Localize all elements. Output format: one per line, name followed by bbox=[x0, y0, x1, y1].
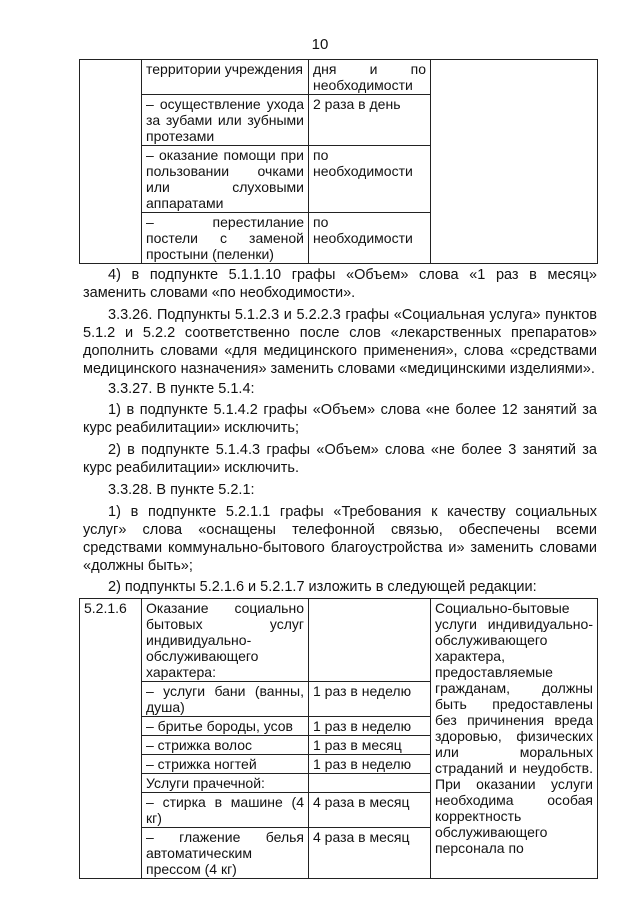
volume-cell: 1 раз в месяц bbox=[309, 736, 431, 755]
requirements-cell bbox=[431, 60, 598, 264]
services-table-continuation bbox=[79, 59, 598, 264]
table-row bbox=[80, 60, 598, 95]
service-title-cell: Оказание социально бытовых услуг индивидуально-обслуживающего характера: bbox=[142, 599, 309, 682]
paragraph: 1) в подпункте 5.2.1.1 графы «Требования к качеству социальных услуг» слова «оснащены телефонной связью, обеспечены всеми средствами коммунально-бытового благоустройства и» заменить словами «должны быть»; bbox=[83, 504, 597, 574]
table-row bbox=[80, 599, 598, 682]
service-cell: – оказание помощи при пользовании очками или слуховыми аппаратами bbox=[142, 146, 309, 213]
volume-cell bbox=[309, 774, 431, 793]
number-cell: 5.2.1.6 bbox=[80, 599, 142, 879]
volume-cell: дня и по необходимости bbox=[309, 60, 431, 95]
service-cell: – стирка в машине (4 кг) bbox=[142, 793, 309, 828]
service-cell: – перестилание постели с заменой простыни (пеленки) bbox=[142, 213, 309, 264]
paragraph: 1) в подпункте 5.1.4.2 графы «Объем» слова «не более 12 занятий за курс реабилитации» исключить; bbox=[83, 402, 597, 436]
paragraph: 2) в подпункте 5.1.4.3 графы «Объем» слова «не более 3 занятий за курс реабилитации» исключить. bbox=[83, 442, 597, 476]
number-cell bbox=[80, 60, 142, 264]
volume-cell: 1 раз в неделю bbox=[309, 755, 431, 774]
paragraph: 3.3.26. Подпункты 5.1.2.3 и 5.2.2.3 графы «Социальная услуга» пунктов 5.1.2 и 5.2.2 соответственно после слов «лекарственных препаратов» дополнить словами «для медицинского применения», слова «средствами медицинского назначения» заменить словами «медицинскими изделиями». bbox=[83, 307, 597, 377]
service-cell: территории учреждения bbox=[142, 60, 309, 95]
volume-cell: 1 раз в неделю bbox=[309, 717, 431, 736]
volume-cell bbox=[309, 599, 431, 682]
service-cell: – стрижка волос bbox=[142, 736, 309, 755]
paragraph: 4) в подпункте 5.1.1.10 графы «Объем» слова «1 раз в месяц» заменить словами «по необходимости». bbox=[83, 267, 597, 301]
service-cell: – глажение белья автоматическим прессом (4 кг) bbox=[142, 828, 309, 879]
service-cell: – услуги бани (ванны, душа) bbox=[142, 682, 309, 717]
service-cell: – осуществление ухода за зубами или зубными протезами bbox=[142, 95, 309, 146]
volume-cell: 4 раза в месяц bbox=[309, 793, 431, 828]
paragraph: 3.3.27. В пункте 5.1.4: bbox=[108, 381, 255, 397]
volume-cell: по необходимости bbox=[309, 146, 431, 213]
volume-cell: 4 раза в месяц bbox=[309, 828, 431, 879]
volume-cell: по необходимости bbox=[309, 213, 431, 264]
volume-cell: 2 раза в день bbox=[309, 95, 431, 146]
service-cell: – бритье бороды, усов bbox=[142, 717, 309, 736]
service-cell: – стрижка ногтей bbox=[142, 755, 309, 774]
paragraph: 3.3.28. В пункте 5.2.1: bbox=[108, 482, 255, 498]
page-number: 10 bbox=[311, 36, 329, 53]
service-cell: Услуги прачечной: bbox=[142, 774, 309, 793]
services-table bbox=[79, 598, 598, 879]
volume-cell: 1 раз в неделю bbox=[309, 682, 431, 717]
requirements-cell: Социально-бытовые услуги индивидуально-обслуживающего характера, предоставляемые гражданам, должны быть предоставлены без причинения вреда здоровью, физических или моральных страданий и неудобств. При оказании услуги необходима особая корректность обслуживающего персонала по bbox=[431, 599, 598, 879]
paragraph: 2) подпункты 5.2.1.6 и 5.2.1.7 изложить в следующей редакции: bbox=[108, 579, 537, 595]
